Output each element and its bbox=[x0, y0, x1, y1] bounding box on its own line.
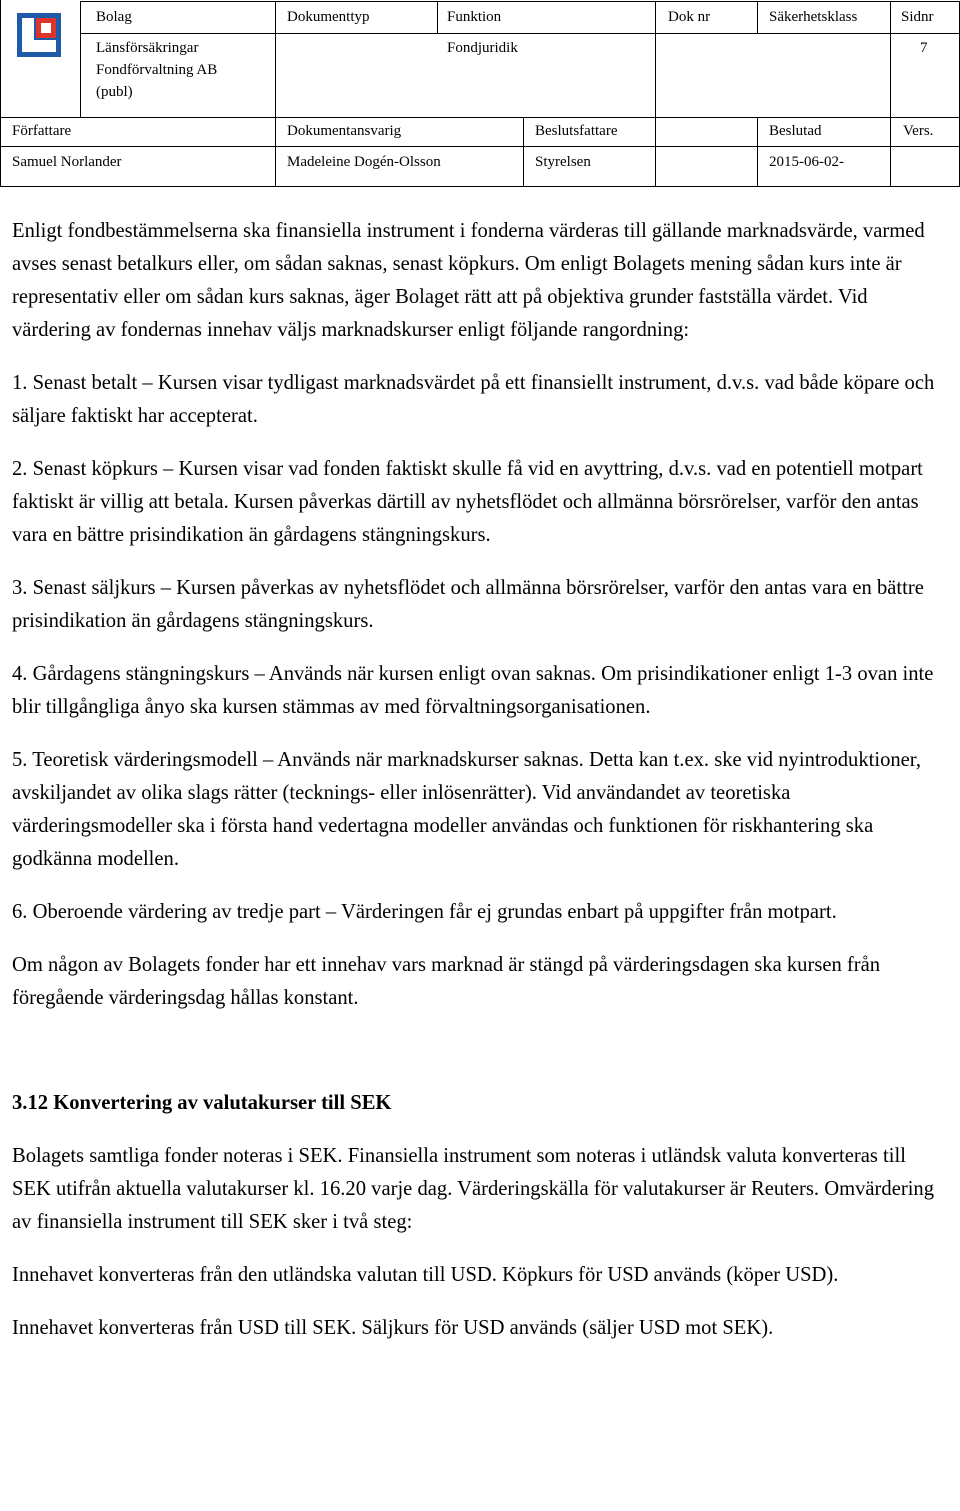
document-body bbox=[12, 215, 947, 1365]
label-dokumentansvarig: Dokumentansvarig bbox=[287, 123, 402, 139]
value-beslutsfattare: Styrelsen bbox=[535, 154, 591, 170]
header-rule bbox=[757, 117, 758, 187]
list-item: 4. Gårdagens stängningskurs – Används när kursen enligt ovan saknas. Om prisindikationer enligt 1-3 ovan inte blir tillgångliga ånyo ska kursen stämmas av med förvaltningsorganisationen. bbox=[12, 663, 934, 718]
list-item: 2. Senast köpkurs – Kursen visar vad fonden faktiskt skulle få vid en avyttring, d.v.s. vad en potentiell motpart faktiskt är villig att betala. Kursen påverkas därtill av nyhetsflödet och allmänna börsrörelser, varför den antas vara en bättre prisindikation än gårdagens stängningskurs. bbox=[12, 458, 923, 546]
header-border-left bbox=[0, 0, 1, 187]
label-dokumenttyp: Dokumenttyp bbox=[287, 9, 370, 25]
value-funktion: Fondjuridik bbox=[447, 40, 518, 56]
header-rule bbox=[655, 1, 656, 187]
value-bolag-line2: Fondförvaltning AB bbox=[96, 62, 218, 78]
label-funktion: Funktion bbox=[447, 9, 502, 25]
section-paragraph: Innehavet konverteras från USD till SEK. Säljkurs för USD används (säljer USD mot SEK). bbox=[12, 1317, 774, 1339]
label-beslutad: Beslutad bbox=[769, 123, 822, 139]
label-doknr: Dok nr bbox=[668, 9, 711, 25]
intro-paragraph: Enligt fondbestämmelserna ska finansiella instrument i fonderna värderas till gällande marknadsvärde, varmed avses senast betalkurs eller, om sådan saknas, senast köpkurs. Om enligt Bolagets mening sådan kurs inte är representativ eller om sådan kurs saknas, äger Bolaget rätt att på objektiva grunder fastställa värdet. Vid värdering av fondernas innehav väljs marknadskurser enligt följande rangordning: bbox=[12, 220, 925, 341]
header-rule bbox=[80, 1, 81, 117]
value-dokumentansvarig: Madeleine Dogén-Olsson bbox=[287, 154, 441, 170]
section-heading: 3.12 Konvertering av valutakurser till SEK bbox=[12, 1092, 392, 1114]
section-paragraph: Bolagets samtliga fonder noteras i SEK. Finansiella instrument som noteras i utländsk valuta konverteras till SEK utifrån aktuella valutakurser kl. 16.20 varje dag. Värderingskälla för valutakurser är Reuters. Omvärdering av finansiella instrument till SEK sker i två steg: bbox=[12, 1145, 935, 1233]
document-header bbox=[0, 0, 960, 187]
list-item: 6. Oberoende värdering av tredje part – Värderingen får ej grundas enbart på uppgifter från motpart. bbox=[12, 901, 837, 923]
header-rule bbox=[0, 146, 959, 147]
header-rule bbox=[757, 1, 758, 34]
value-forfattare: Samuel Norlander bbox=[12, 154, 122, 170]
value-sidnr: 7 bbox=[920, 40, 928, 56]
spacer bbox=[12, 1035, 947, 1087]
label-sidnr: Sidnr bbox=[901, 9, 934, 25]
header-rule bbox=[437, 1, 438, 34]
section-paragraph: Innehavet konverteras från den utländska valutan till USD. Köpkurs för USD används (köper USD). bbox=[12, 1264, 839, 1286]
label-bolag: Bolag bbox=[96, 9, 132, 25]
label-beslutsfattare: Beslutsfattare bbox=[535, 123, 618, 139]
value-beslutad: 2015-06-02- bbox=[769, 154, 844, 170]
list-item: 3. Senast säljkurs – Kursen påverkas av nyhetsflödet och allmänna börsrörelser, varför den antas vara en bättre prisindikation än gårdagens stängningskurs. bbox=[12, 577, 924, 632]
header-rule bbox=[890, 1, 891, 187]
closing-paragraph: Om någon av Bolagets fonder har ett innehav vars marknad är stängd på värderingsdagen ska kursen från föregående värderingsdag hållas konstant. bbox=[12, 954, 881, 1009]
header-border-top bbox=[80, 1, 959, 2]
company-logo bbox=[17, 13, 61, 57]
header-rule bbox=[523, 117, 524, 187]
label-vers: Vers. bbox=[903, 123, 934, 139]
label-sakerhetsklass: Säkerhetsklass bbox=[769, 9, 858, 25]
header-rule bbox=[80, 33, 959, 34]
header-border-bottom bbox=[0, 186, 959, 187]
list-item: 1. Senast betalt – Kursen visar tydligast marknadsvärdet på ett finansiellt instrument, d.v.s. vad både köpare och säljare faktiskt har accepterat. bbox=[12, 372, 935, 427]
header-rule bbox=[0, 117, 959, 118]
label-forfattare: Författare bbox=[12, 123, 72, 139]
list-item: 5. Teoretisk värderingsmodell – Används när marknadskurser saknas. Detta kan t.ex. ske vid nyintroduktioner, avskiljandet av olika slags rätter (tecknings- eller inlösenrätter). Vid användandet av teoretiska värderingsmodeller ska i första hand vedertagna modeller användas och funktionen för riskhantering ska godkänna modellen. bbox=[12, 749, 921, 870]
value-bolag-line1: Länsförsäkringar bbox=[96, 40, 199, 56]
header-rule bbox=[275, 1, 276, 187]
value-bolag-line3: (publ) bbox=[96, 84, 133, 100]
